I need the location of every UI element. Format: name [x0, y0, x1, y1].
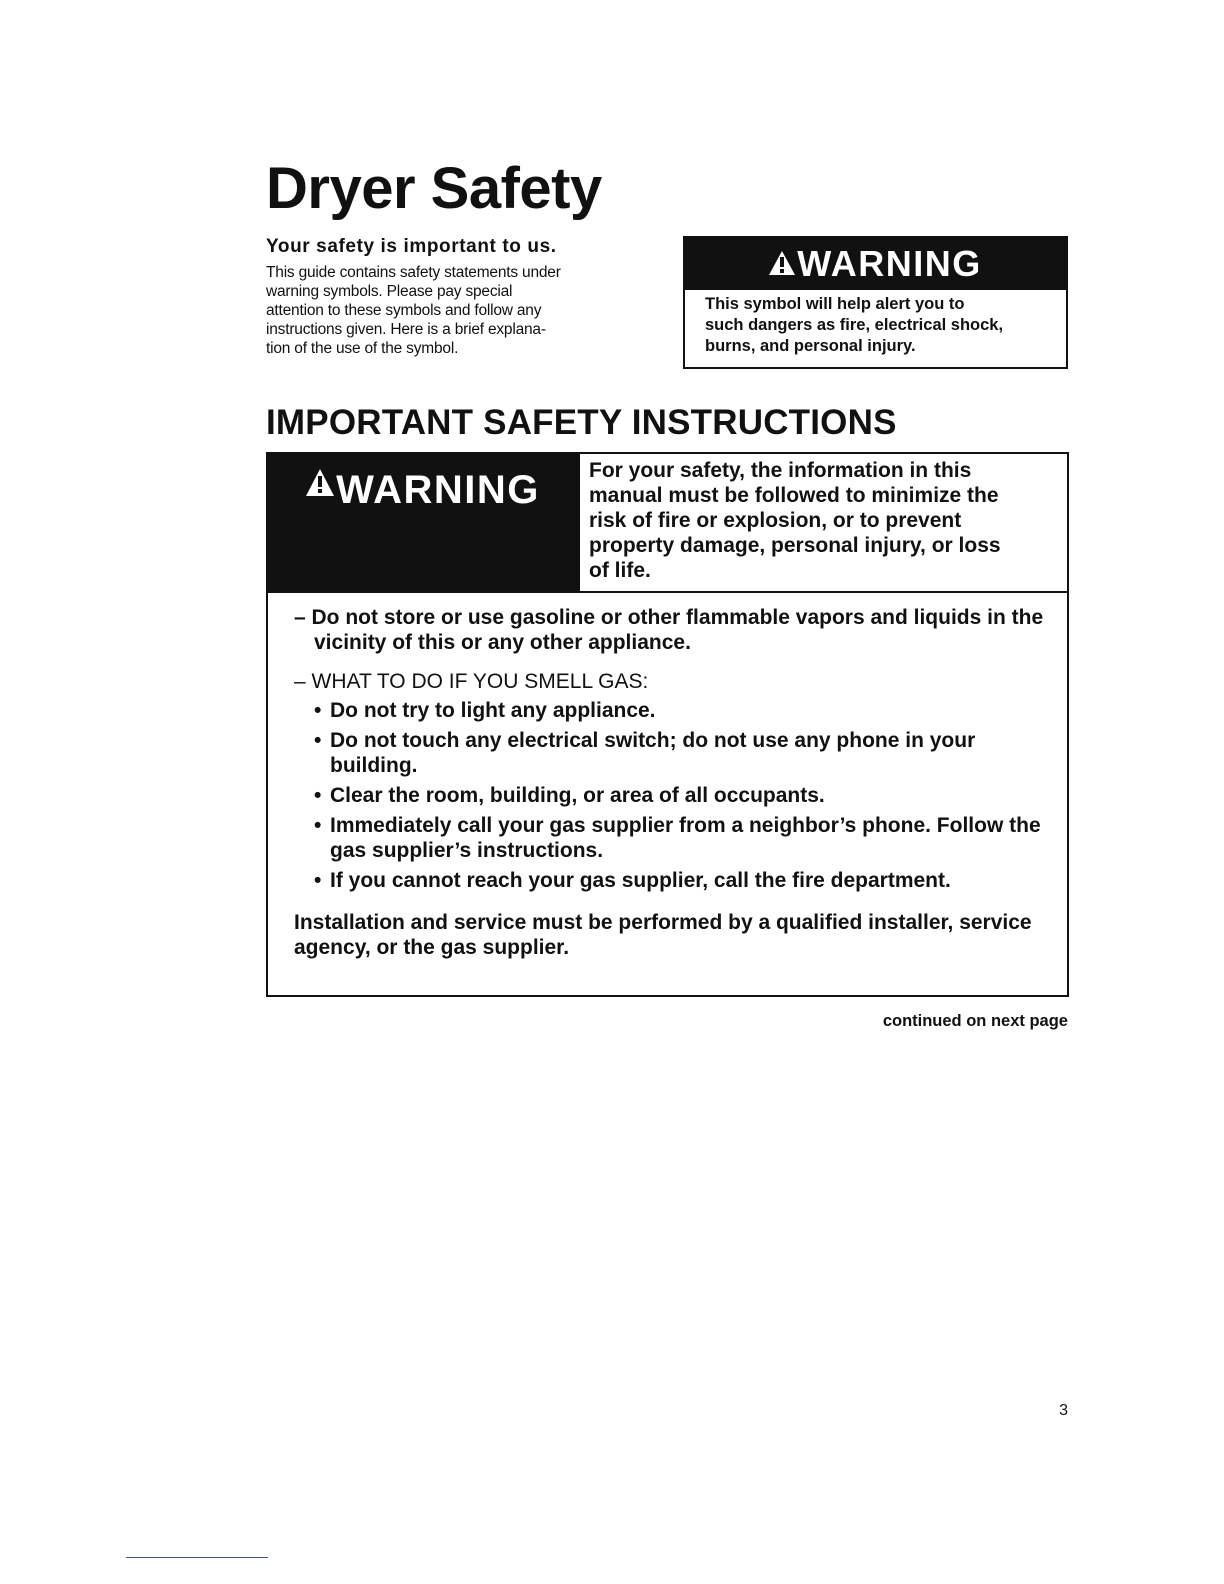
gas-step-text: Do not touch any electrical switch; do not use any phone in your building.: [330, 729, 976, 777]
intro-line: attention to these symbols and follow any: [266, 301, 542, 319]
bullet-icon: •: [314, 784, 322, 807]
symbol-text-line: This symbol will help alert you to: [705, 295, 965, 313]
warning-banner-label: WARNING: [336, 468, 540, 512]
intro-heading: Your safety is important to us.: [266, 236, 557, 257]
bullet-icon: •: [314, 869, 322, 892]
warning-triangle-icon: [769, 251, 795, 275]
intro-line: warning symbols. Please pay special: [266, 282, 513, 300]
warning-summary-line: property damage, personal injury, or loss: [589, 534, 1001, 557]
symbol-text-line: such dangers as fire, electrical shock,: [705, 316, 1004, 334]
warning-banner-label: WARNING: [797, 243, 982, 284]
symbol-text-line: burns, and personal injury.: [705, 337, 916, 355]
gas-step-text: Clear the room, building, or area of all occupants.: [330, 784, 825, 807]
installation-note: Installation and service must be performed by a qualified installer, service agency, or the gas supplier.: [294, 911, 1032, 959]
warning-summary-line: manual must be followed to minimize the: [589, 484, 999, 507]
bullet-icon: •: [314, 699, 322, 722]
list-item: [314, 728, 1057, 778]
gas-step-text: Do not try to light any appliance.: [330, 699, 656, 722]
warning-banner: [685, 238, 1066, 290]
gas-step-text: Immediately call your gas supplier from a neighbor’s phone. Follow the gas supplier’s instructions.: [330, 814, 1041, 862]
bullet-icon: •: [314, 814, 322, 837]
warning-triangle-icon: [306, 469, 334, 496]
list-item: [314, 868, 1057, 893]
page-title: Dryer Safety: [266, 156, 602, 221]
intro-line: This guide contains safety statements under: [266, 263, 561, 281]
section-heading: IMPORTANT SAFETY INSTRUCTIONS: [266, 403, 897, 442]
warning-summary: [578, 454, 1067, 591]
bullet-icon: •: [314, 729, 322, 752]
list-item: [314, 698, 1057, 723]
warning-symbol-description: [685, 290, 1066, 357]
intro-section: [266, 236, 658, 358]
safety-warning-block: [266, 452, 1069, 997]
gas-steps-list: [294, 698, 1057, 893]
footnote-divider: [126, 1557, 268, 1558]
continued-note: continued on next page: [882, 1012, 1068, 1030]
gas-step-text: If you cannot reach your gas supplier, call the fire department.: [330, 869, 951, 892]
warning-header-row: [266, 452, 1069, 593]
warning-summary-line: risk of fire or explosion, or to prevent: [589, 509, 962, 532]
warning-banner: [268, 454, 578, 591]
list-item: [314, 813, 1057, 863]
intro-body: [266, 263, 658, 358]
gas-smell-heading: – WHAT TO DO IF YOU SMELL GAS:: [294, 670, 649, 693]
flammable-warning: – Do not store or use gasoline or other flammable vapors and liquids in the vicinity of this or any other appliance.: [294, 606, 1044, 654]
intro-line: instructions given. Here is a brief explana-: [266, 320, 546, 338]
warning-details: [266, 593, 1069, 997]
page-number: 3: [1059, 1402, 1068, 1419]
list-item: [314, 783, 1057, 808]
warning-summary-line: For your safety, the information in this: [589, 459, 972, 482]
warning-symbol-explanation-box: [683, 236, 1068, 369]
warning-summary-line: of life.: [589, 559, 651, 582]
intro-line: tion of the use of the symbol.: [266, 339, 459, 357]
